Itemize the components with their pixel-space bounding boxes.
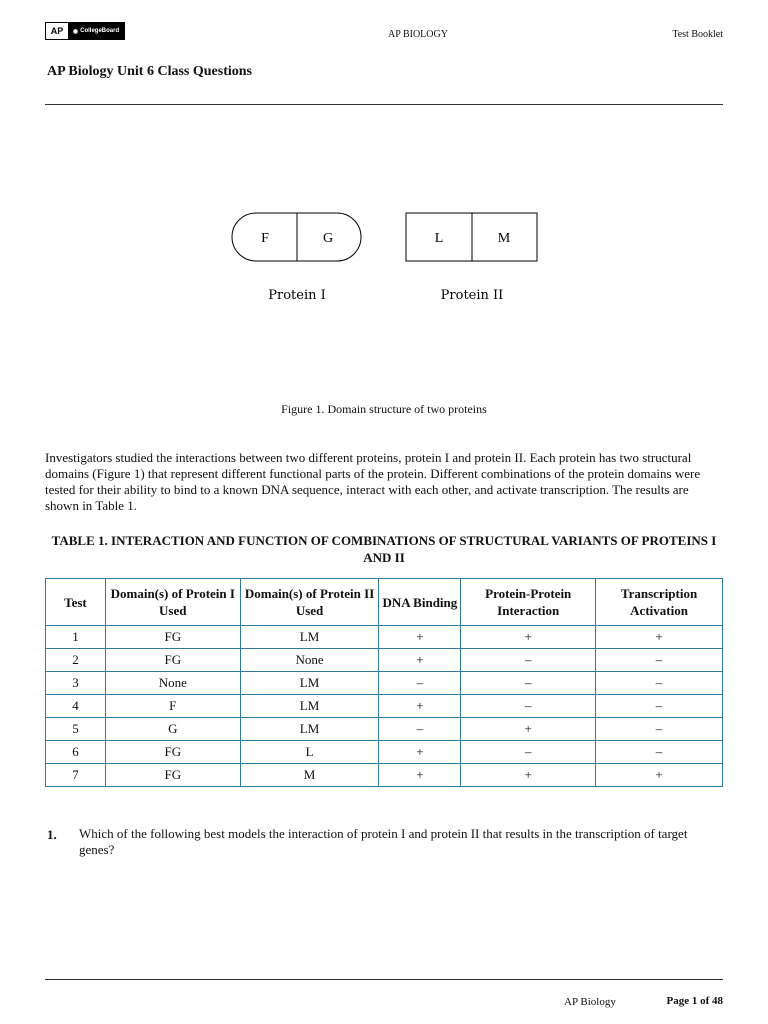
table-cell: LM (240, 672, 379, 695)
table-cell: – (596, 672, 723, 695)
table-cell: + (596, 764, 723, 787)
table-cell: – (379, 718, 461, 741)
table-cell: 6 (46, 741, 106, 764)
domain-figure (0, 0, 768, 420)
table-cell: – (461, 649, 596, 672)
logo-ap: AP (46, 23, 68, 39)
table-cell: None (240, 649, 379, 672)
acorn-icon: ◉ (72, 28, 79, 35)
table-cell: + (379, 626, 461, 649)
table-cell: LM (240, 626, 379, 649)
table-row (46, 672, 723, 695)
results-table (45, 578, 723, 787)
table-cell: – (596, 649, 723, 672)
table-cell: – (596, 695, 723, 718)
table-cell: 5 (46, 718, 106, 741)
table-cell: – (461, 695, 596, 718)
table-cell: + (379, 764, 461, 787)
table-cell: + (379, 741, 461, 764)
table-cell: + (596, 626, 723, 649)
col-header-activation: Transcription Activation (596, 579, 723, 626)
table-cell: 1 (46, 626, 106, 649)
domain-m-label: M (497, 231, 511, 246)
table-cell: 2 (46, 649, 106, 672)
table-row (46, 626, 723, 649)
table-row (46, 695, 723, 718)
table-row (46, 649, 723, 672)
table-cell: – (461, 672, 596, 695)
col-header-interaction: Protein-Protein Interaction (461, 579, 596, 626)
footer-divider (45, 979, 723, 980)
footer-subject: AP Biology (564, 996, 616, 1008)
table-cell: + (461, 626, 596, 649)
question-text: Which of the following best models the interaction of protein I and protein II that results in the transcription of target genes? (79, 826, 688, 857)
col-header-protein-2: Domain(s) of Protein II Used (240, 579, 379, 626)
domain-l-label: L (434, 231, 444, 246)
col-header-protein-1: Domain(s) of Protein I Used (105, 579, 240, 626)
table-cell: G (105, 718, 240, 741)
table-header-row (46, 579, 723, 626)
domain-f-label: F (261, 231, 269, 246)
table-cell: + (379, 695, 461, 718)
table-cell: LM (240, 695, 379, 718)
intro-paragraph: Investigators studied the interactions between two different proteins, protein I and protein II. Each protein has two structural domains (Figure 1) that represent different functional parts of the protein. Different combinations of the protein domains were tested for their ability to bind to a known DNA sequence, interact with each other, and activate transcription. The results are shown in Table 1. (45, 450, 701, 513)
table-row (46, 741, 723, 764)
col-header-test: Test (46, 579, 106, 626)
protein-1-label: Protein I (268, 288, 326, 303)
question-number: 1. (47, 827, 57, 842)
table-cell: FG (105, 764, 240, 787)
table-cell: FG (105, 741, 240, 764)
table-cell: + (379, 649, 461, 672)
table-cell: LM (240, 718, 379, 741)
table-cell: – (379, 672, 461, 695)
table-cell: F (105, 695, 240, 718)
table-cell: + (461, 718, 596, 741)
figure-caption: Figure 1. Domain structure of two proteins (281, 402, 487, 416)
table-cell: – (596, 718, 723, 741)
header-subject: AP BIOLOGY (388, 29, 448, 40)
table-cell: FG (105, 626, 240, 649)
table-cell: 7 (46, 764, 106, 787)
table-cell: M (240, 764, 379, 787)
protein-2-label: Protein II (440, 288, 504, 303)
table-cell: 3 (46, 672, 106, 695)
table-cell: L (240, 741, 379, 764)
col-header-dna-binding: DNA Binding (379, 579, 461, 626)
protein-1-diagram (232, 213, 361, 303)
table-cell: + (461, 764, 596, 787)
table-cell: 4 (46, 695, 106, 718)
domain-g-label: G (322, 231, 334, 246)
table-cell: FG (105, 649, 240, 672)
table-row (46, 764, 723, 787)
page-title: AP Biology Unit 6 Class Questions (47, 64, 252, 79)
logo-collegeboard: ◉ CollegeBoard (68, 23, 124, 39)
protein-2-diagram (406, 213, 537, 303)
table-cell: – (461, 741, 596, 764)
table-cell: – (596, 741, 723, 764)
table-cell: None (105, 672, 240, 695)
table-row (46, 718, 723, 741)
page-number: Page 1 of 48 (666, 995, 723, 1007)
header-booklet: Test Booklet (672, 29, 723, 40)
table-title: TABLE 1. INTERACTION AND FUNCTION OF COMBINATIONS OF STRUCTURAL VARIANTS OF PROTEINS I AND II (51, 533, 717, 565)
